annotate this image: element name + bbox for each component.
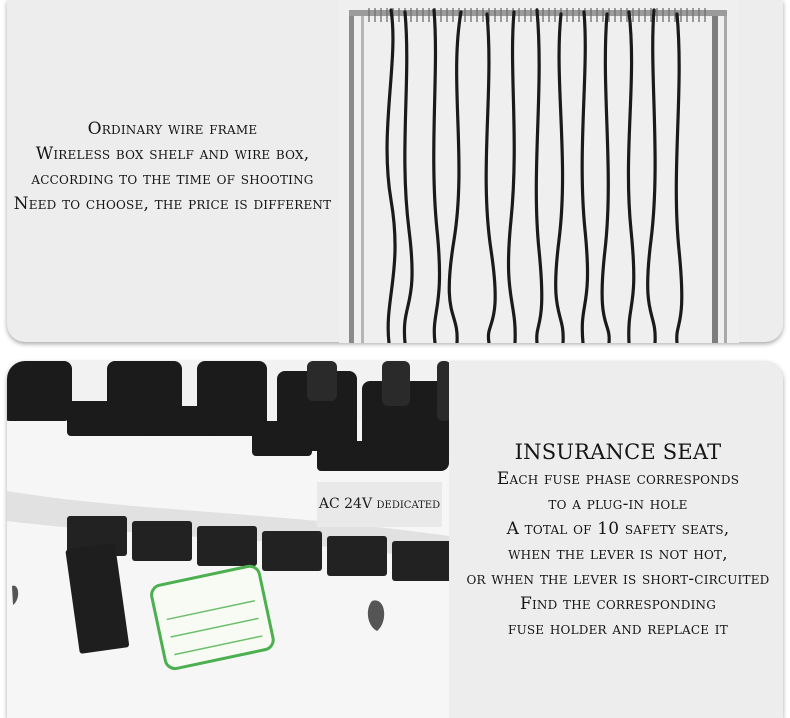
caption-line: when the lever is not hot, <box>508 544 728 564</box>
caption-line: Need to choose, the price is different <box>13 194 332 214</box>
caption-line: fuse holder and replace it <box>508 619 728 639</box>
wire-frame-photo <box>339 0 739 343</box>
caption-line: or when the lever is short-circuited <box>466 569 770 589</box>
caption-line: Each fuse phase corresponds <box>496 469 740 489</box>
caption-line: Ordinary wire frame <box>87 119 258 139</box>
caption-line: Find the corresponding <box>519 594 717 614</box>
insurance-seat-caption <box>457 437 779 642</box>
ac-24v-label: AC 24V dedicated <box>317 482 442 527</box>
caption-line: Wireless box shelf and wire box, <box>35 144 310 164</box>
fuse-holder-photo <box>7 361 449 718</box>
wire-frame-caption <box>10 117 335 217</box>
insurance-seat-title: INSURANCE SEAT <box>514 440 722 464</box>
caption-line: to a plug-in hole <box>548 494 688 514</box>
caption-line: A total of 10 safety seats, <box>506 519 730 539</box>
caption-line: according to the time of shooting <box>31 169 314 189</box>
